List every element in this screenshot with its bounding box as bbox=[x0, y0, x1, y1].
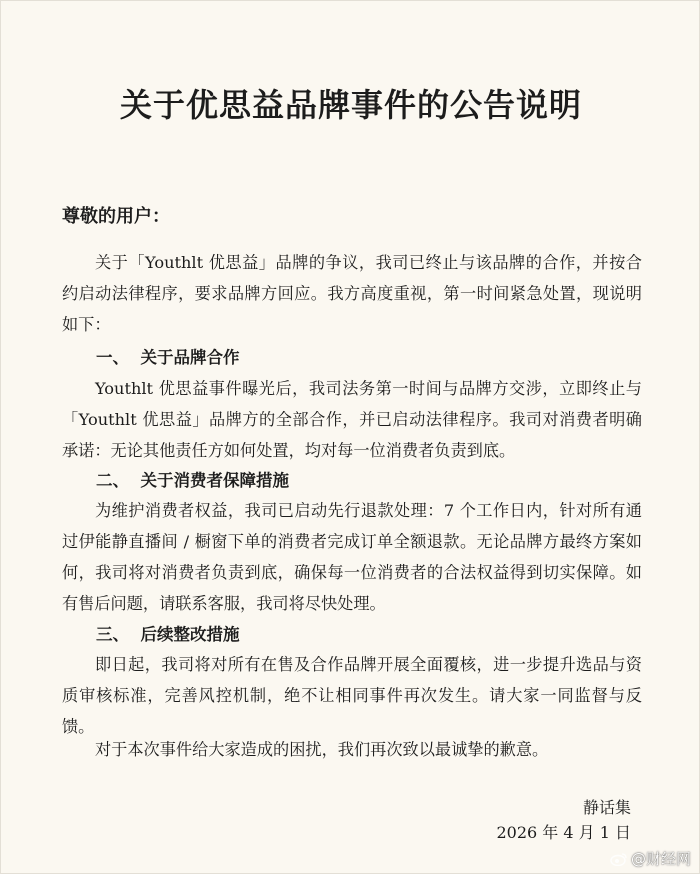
section-1-body: Youthlt 优思益事件曝光后，我司法务第一时间与品牌方交涉，立即终止与「Youthlt 优思益」品牌方的全部合作，并已启动法律程序。我司对消费者明确承诺：无论其他责任方如何处置，均对每一位消费者负责到底。 bbox=[62, 379, 642, 460]
salutation: 尊敬的用户： bbox=[62, 206, 170, 227]
section-1-heading: 一、 关于品牌合作 bbox=[96, 348, 240, 367]
section-3-heading: 三、 后续整改措施 bbox=[96, 625, 240, 644]
section-2-body: 为维护消费者权益，我司已启动先行退款处理：7 个工作日内，针对所有通过伊能静直播间 / 橱窗下单的消费者完成订单全额退款。无论品牌方最终方案如何，我司将对消费者负责到底，确保每一位消费者的合法权益得到切实保障。如有售后问题，请联系客服，我司将尽快处理。 bbox=[62, 501, 642, 613]
closing-paragraph: 对于本次事件给大家造成的困扰，我们再次致以最诚挚的歉意。 bbox=[95, 740, 549, 759]
watermark-text: @财经网 bbox=[630, 850, 691, 868]
watermark bbox=[610, 848, 691, 869]
date: 2026 年 4 月 1 日 bbox=[496, 823, 631, 842]
intro-paragraph: 关于「Youthlt 优思益」品牌的争议，我司已终止与该品牌的合作，并按合约启动法律程序，要求品牌方回应。我方高度重视，第一时间紧急处置，现说明如下： bbox=[62, 253, 642, 334]
section-3-body: 即日起，我司将对所有在售及合作品牌开展全面覆核，进一步提升选品与资质审核标准，完善风控机制，绝不让相同事件再次发生。请大家一同监督与反馈。 bbox=[62, 655, 642, 736]
section-2-heading: 二、 关于消费者保障措施 bbox=[96, 471, 289, 490]
signature: 静话集 bbox=[582, 798, 631, 817]
document-title: 关于优思益品牌事件的公告说明 bbox=[119, 86, 582, 124]
weibo-icon bbox=[610, 852, 628, 866]
